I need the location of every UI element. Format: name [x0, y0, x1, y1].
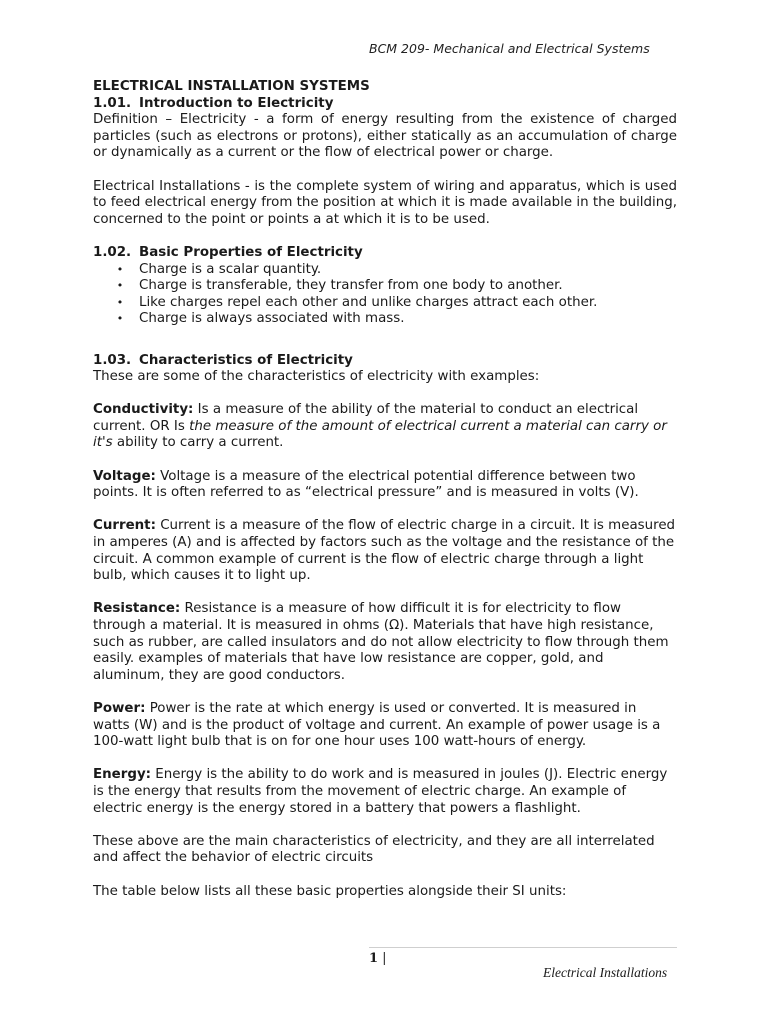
list-item: • Charge is always associated with mass. — [116, 311, 405, 327]
section-heading-1-03 — [93, 353, 677, 370]
table-intro: The table below lists all these basic properties alongside their SI units: — [93, 883, 567, 899]
list-item: • Like charges repel each other and unlike charges attract each other. — [116, 294, 598, 310]
document-title: ELECTRICAL INSTALLATION SYSTEMS — [93, 79, 370, 94]
list-item: • Charge is transferable, they transfer from one body to another. — [116, 278, 563, 294]
characteristics-intro: These are some of the characteristics of electricity with examples: — [93, 369, 540, 385]
term-label: Energy: — [93, 767, 152, 783]
energy-paragraph: Energy: Energy is the ability to do work and is measured in joules (J). Electric energy is the energy that results from the movement of electric charge. An example of electric energy is the energy stored in a battery that powers a flashlight. — [93, 767, 668, 816]
bullet-icon: • — [116, 295, 124, 309]
installations-paragraph: Electrical Installations - is the complete system of wiring and apparatus, which is used to feed electrical energy from the position at which it is made available in the building, concerned to the point or points a at which it is to be used. — [93, 178, 677, 227]
section-title: Introduction to Electricity — [139, 95, 334, 111]
summary-paragraph: These above are the main characteristics of electricity, and they are all interrelated and affect the behavior of electric circuits — [93, 833, 655, 866]
section-number: 1.02. — [93, 244, 132, 260]
list-item: • Charge is a scalar quantity. — [116, 261, 322, 277]
term-label: Power: — [93, 700, 146, 716]
term-label: Resistance: — [93, 601, 181, 617]
section-title: Basic Properties of Electricity — [139, 244, 363, 260]
running-header: BCM 209- Mechanical and Electrical Systems — [369, 41, 650, 56]
running-footer: Electrical Installations — [543, 965, 668, 980]
power-paragraph: Power: Power is the rate at which energy is used or converted. It is measured in watts (W) and is the product of voltage and current. An example of power usage is a 100-watt light bulb that is on for one hour uses 100 watt-hours of energy. — [93, 700, 661, 750]
section-title: Characteristics of Electricity — [139, 352, 353, 368]
section-number: 1.03. — [93, 352, 132, 368]
document-body — [93, 79, 677, 900]
bullet-icon: • — [116, 312, 124, 326]
page-number: 1 | — [369, 951, 387, 966]
term-label: Current: — [93, 518, 156, 534]
definition-paragraph: Definition – Electricity - a form of energy resulting from the existence of charged particles (such as electrons or protons), either statically as an accumulation of charge or dynamically as a current or the flow of electrical power or charge. — [93, 112, 677, 161]
section-heading-1-02 — [93, 245, 677, 262]
voltage-paragraph: Voltage: Voltage is a measure of the electrical potential difference between two points. It is often referred to as “electrical pressure” and is measured in volts (V). — [93, 468, 639, 501]
bullet-icon: • — [116, 262, 124, 276]
properties-list — [93, 262, 677, 328]
section-number: 1.01. — [93, 95, 132, 111]
bullet-icon: • — [116, 279, 124, 293]
term-label: Conductivity: — [93, 402, 194, 418]
footer-divider — [369, 947, 677, 948]
section-heading-1-01 — [93, 96, 677, 113]
resistance-paragraph: Resistance: Resistance is a measure of how difficult it is for electricity to flow through a material. It is measured in ohms (Ω). Materials that have high resistance, such as rubber, are called insulators and do not allow electricity to flow through them easily. examples of materials that have low resistance are copper, gold, and aluminum, they are good conductors. — [93, 601, 669, 683]
conductivity-paragraph: Conductivity: Is a measure of the ability of the material to conduct an electrical current. OR Is the measure of the amount of electrical current a material can carry or it's ability to carry a current. — [93, 402, 667, 451]
current-paragraph: Current: Current is a measure of the flow of electric charge in a circuit. It is measured in amperes (A) and is affected by factors such as the voltage and the resistance of the circuit. A common example of current is the flow of electric charge through a light bulb, which causes it to light up. — [93, 518, 676, 584]
term-label: Voltage: — [93, 468, 156, 484]
